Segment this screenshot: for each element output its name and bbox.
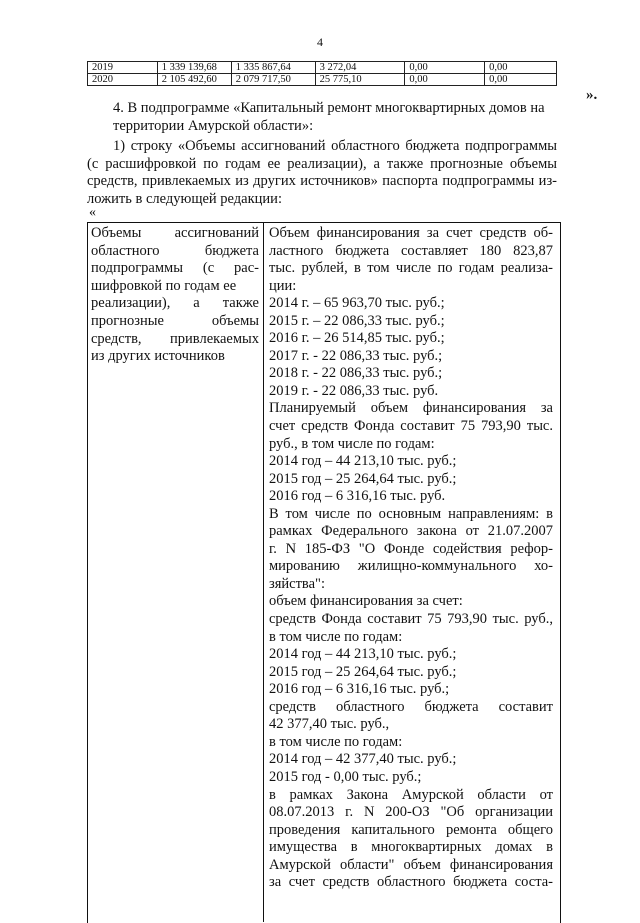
right-cell-line: Планируемый объем финансирования за <box>269 400 553 417</box>
left-cell-line: шифровкой по годам ее <box>91 277 237 294</box>
right-cell-line: Амурской области" объем финансирования <box>269 856 553 873</box>
left-cell <box>91 225 259 366</box>
right-cell-line: зяйства": <box>269 575 325 592</box>
table-cell: 2 105 492,60 <box>157 74 231 86</box>
right-cell-line: в рамках Закона Амурской области от <box>269 786 553 803</box>
paragraph-4-line: 4. В подпрограмме «Капитальный ремонт многоквартирных домов на <box>113 100 545 116</box>
right-cell-line: 2014 год – 42 377,40 тыс. руб.; <box>269 751 457 768</box>
paragraph-1-line: 1) строку «Объемы ассигнований областного бюджета подпрограммы <box>113 138 557 154</box>
right-cell-line: в том числе по годам: <box>269 733 403 750</box>
right-cell-line: тыс. рублей, в том числе по годам реализа- <box>269 260 553 277</box>
table-cell: 2 079 717,50 <box>231 74 315 86</box>
right-cell-line: средств областного бюджета составит <box>269 698 553 715</box>
right-cell-line: ции: <box>269 277 297 294</box>
right-cell-line: имущества в многоквартирных домах в <box>269 839 553 856</box>
paragraph-4 <box>87 100 557 135</box>
right-cell-line: 2015 год – 25 264,64 тыс. руб.; <box>269 470 457 487</box>
table-cell: 25 775,10 <box>315 74 405 86</box>
right-cell-line: 2015 год - 0,00 тыс. руб.; <box>269 768 422 785</box>
table-cell: 3 272,04 <box>315 62 405 74</box>
right-cell-line: счет средств Фонда составит 75 793,90 тыс. <box>269 418 553 435</box>
table-cell: 1 339 139,68 <box>157 62 231 74</box>
right-cell-line: 2018 г. - 22 086,33 тыс. руб.; <box>269 365 443 382</box>
paragraph-4-line: территории Амурской области»: <box>113 117 314 134</box>
right-cell-line: в том числе по годам: <box>269 628 403 645</box>
right-cell-line: 2014 г. – 65 963,70 тыс. руб.; <box>269 295 445 312</box>
right-cell-line: 42 377,40 тыс. руб., <box>269 716 390 733</box>
paragraph-1-line: (с расшифровкой по годам ее реализации), а также прогнозные объемы <box>87 155 557 172</box>
right-cell-line: 2017 г. - 22 086,33 тыс. руб.; <box>269 347 443 364</box>
right-cell-line: 2014 год – 44 213,10 тыс. руб.; <box>269 453 457 470</box>
right-cell <box>269 225 553 892</box>
left-cell-line: областного бюджета <box>91 242 259 259</box>
page-number: 4 <box>317 35 323 49</box>
right-cell-line: руб., в том числе по годам: <box>269 435 435 452</box>
right-cell-line: 2014 год – 44 213,10 тыс. руб.; <box>269 646 457 663</box>
right-cell-line: проведения капитального ремонта общего <box>269 821 553 838</box>
right-cell-line: 08.07.2013 г. N 200-ОЗ "Об организации <box>269 804 553 821</box>
funding-table <box>87 61 557 86</box>
table-cell: 1 335 867,64 <box>231 62 315 74</box>
table-cell: 0,00 <box>485 62 557 74</box>
table-cell: 0,00 <box>485 74 557 86</box>
right-cell-line: 2016 год – 6 316,16 тыс. руб. <box>269 488 446 505</box>
left-cell-line: подпрограммы (с рас- <box>91 260 259 277</box>
right-cell-line: объем финансирования за счет: <box>269 593 463 610</box>
right-cell-line: мированию жилищно-коммунального хо- <box>269 558 553 575</box>
column-divider <box>263 222 264 922</box>
left-cell-line: прогнозные объемы <box>91 312 259 329</box>
right-cell-line: 2016 г. – 26 514,85 тыс. руб.; <box>269 330 445 347</box>
left-cell-line: средств, привлекаемых <box>91 330 259 347</box>
left-cell-line: Объемы ассигнований <box>91 225 259 241</box>
table-cell: 0,00 <box>405 62 485 74</box>
right-cell-line: 2015 год – 25 264,64 тыс. руб.; <box>269 663 457 680</box>
right-cell-line: 2015 г. – 22 086,33 тыс. руб.; <box>269 312 445 329</box>
right-cell-line: Объем финансирования за счет средств об- <box>269 225 553 241</box>
right-cell-line: средств Фонда составит 75 793,90 тыс. руб., <box>269 611 553 628</box>
opening-quote: « <box>89 205 96 220</box>
right-cell-line: за счет средств областного бюджета соста- <box>269 874 553 891</box>
right-cell-line: 2019 г. - 22 086,33 тыс. руб. <box>269 382 439 399</box>
paragraph-1-line: средств, привлекаемых из других источников» паспорта подпрограммы из- <box>87 173 557 190</box>
table-cell: 2019 <box>88 62 158 74</box>
table-row <box>88 74 557 86</box>
left-cell-line: из других источников <box>91 348 225 365</box>
paragraph-1 <box>87 138 557 208</box>
table-cell: 0,00 <box>405 74 485 86</box>
right-cell-line: В том числе по основным направлениям: в <box>269 505 553 522</box>
paragraph-1-line: ложить в следующей редакции: <box>87 190 282 207</box>
table-cell: 2020 <box>88 74 158 86</box>
right-cell-line: ластного бюджета составляет 180 823,87 <box>269 242 553 259</box>
right-cell-line: г. N 185-ФЗ "О Фонде содействия рефор- <box>269 540 553 557</box>
left-cell-line: реализации), а также <box>91 295 259 312</box>
table-row <box>88 62 557 74</box>
right-cell-line: 2016 год – 6 316,16 тыс. руб.; <box>269 681 450 698</box>
right-cell-line: рамках Федерального закона от 21.07.2007 <box>269 523 553 540</box>
closing-quote: ». <box>586 87 598 103</box>
